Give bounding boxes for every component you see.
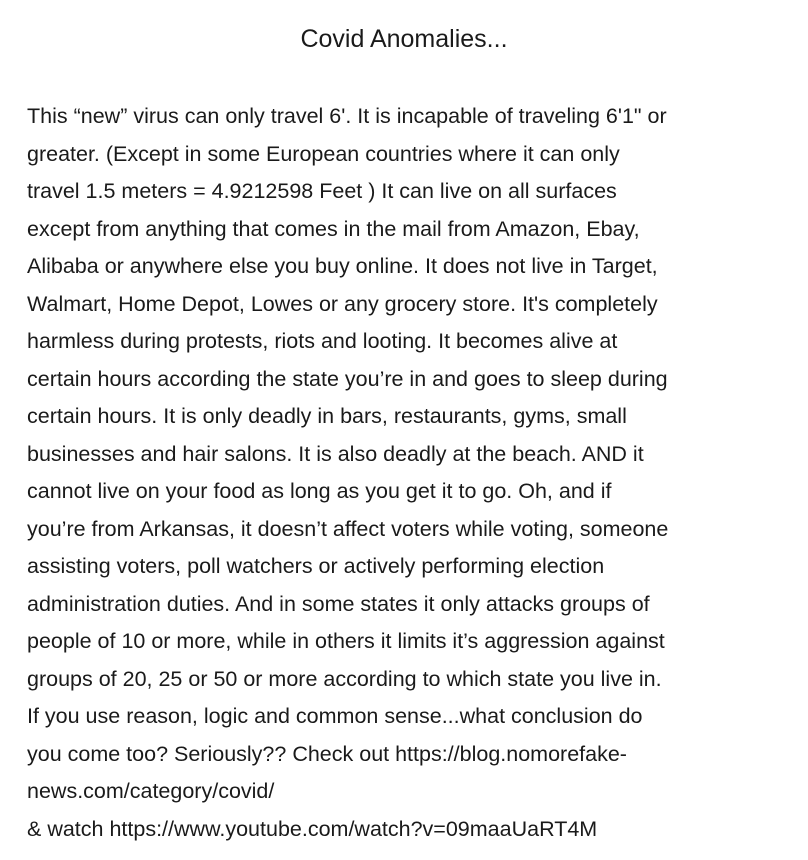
body-line: you’re from Arkansas, it doesn’t affect voters while voting, someone: [27, 516, 669, 541]
body-line: you come too? Seriously?? Check out https://blog.nomorefake-: [27, 741, 627, 766]
body-line: except from anything that comes in the mail from Amazon, Ebay,: [27, 216, 640, 241]
body-line: Alibaba or anywhere else you buy online. It does not live in Target,: [27, 254, 658, 278]
document-body: [27, 98, 797, 848]
body-line: harmless during protests, riots and looting. It becomes alive at: [27, 329, 618, 353]
body-line: certain hours. It is only deadly in bars, restaurants, gyms, small: [27, 404, 627, 428]
body-line: travel 1.5 meters = 4.9212598 Feet ) It can live on all surfaces: [27, 179, 617, 203]
body-line: news.com/category/covid/: [27, 779, 275, 803]
body-line: cannot live on your food as long as you get it to go. Oh, and if: [27, 479, 612, 503]
body-line: businesses and hair salons. It is also deadly at the beach. AND it: [27, 441, 644, 466]
body-line: & watch https://www.youtube.com/watch?v=09maaUaRT4M: [27, 816, 598, 841]
body-line: people of 10 or more, while in others it limits it’s aggression against: [27, 629, 665, 653]
body-line: assisting voters, poll watchers or actively performing election: [27, 554, 605, 578]
document-title: Covid Anomalies...: [300, 25, 508, 53]
body-line: groups of 20, 25 or 50 or more according to which state you live in.: [27, 666, 662, 691]
body-line: administration duties. And in some states it only attacks groups of: [27, 591, 650, 616]
body-line: greater. (Except in some European countries where it can only: [27, 141, 620, 166]
body-line: If you use reason, logic and common sense...what conclusion do: [27, 704, 643, 728]
body-line: Walmart, Home Depot, Lowes or any grocery store. It's completely: [27, 291, 658, 316]
body-line: This “new” virus can only travel 6'. It is incapable of traveling 6'1" or: [27, 104, 667, 128]
body-line: certain hours according the state you’re in and goes to sleep during: [27, 366, 668, 391]
